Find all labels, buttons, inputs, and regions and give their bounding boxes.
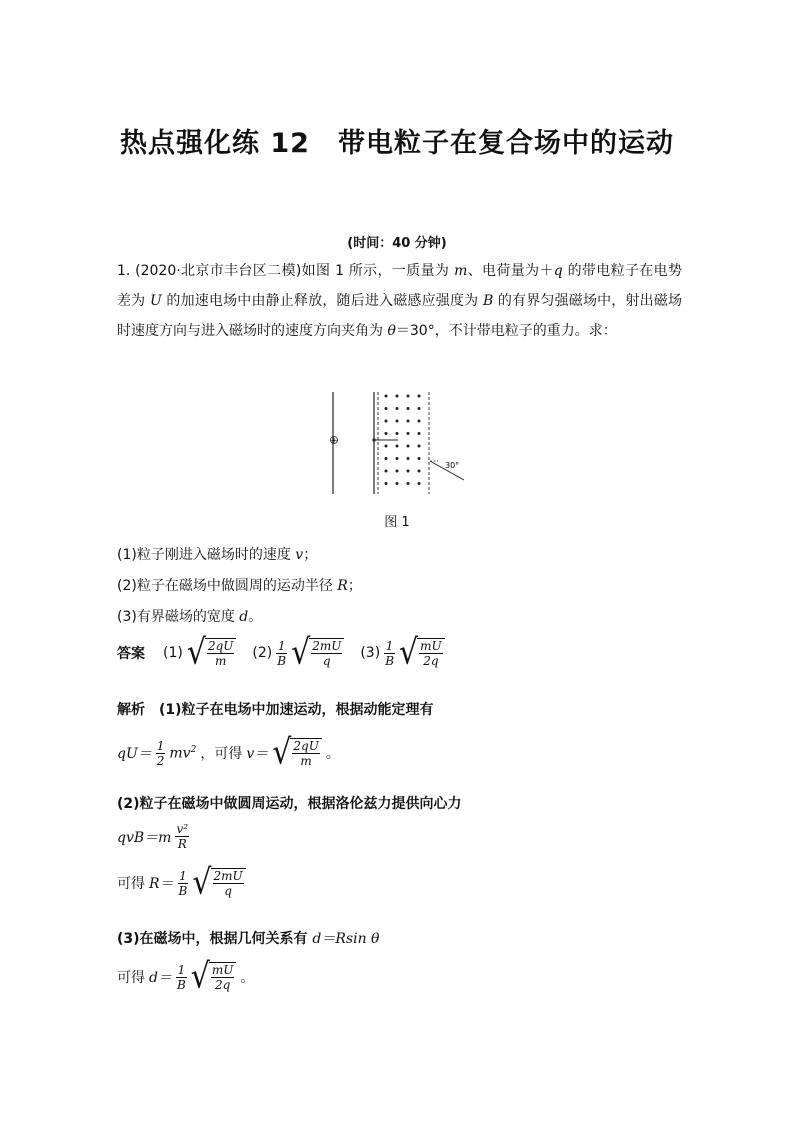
figure-caption: 图 1 bbox=[384, 515, 410, 530]
field-dot bbox=[385, 445, 388, 448]
question-3-suffix: 。 bbox=[248, 609, 263, 625]
analysis-eq-3 bbox=[117, 862, 246, 903]
answer-2-den: q bbox=[322, 654, 331, 668]
field-dot bbox=[418, 482, 421, 485]
question-2-text: (2)粒子在磁场中做圆周的运动半径 bbox=[117, 578, 338, 594]
eq4-coef-num: 1 bbox=[177, 962, 186, 977]
question-1-suffix: ； bbox=[303, 547, 318, 563]
particle-plus: + bbox=[330, 436, 338, 446]
eq3-coef-num: 1 bbox=[179, 868, 187, 883]
eq1-mv: mv bbox=[169, 745, 191, 762]
eq1-sup: 2 bbox=[190, 744, 197, 755]
field-dot bbox=[418, 407, 421, 410]
problem-text-1: 1. (2020·北京市丰台区二模)如图 1 所示，一质量为 bbox=[117, 263, 455, 279]
field-dot bbox=[418, 457, 421, 460]
answer-1-prefix: (1) bbox=[163, 645, 183, 661]
angle-label: 30° bbox=[445, 461, 460, 470]
eq1-half-den: 2 bbox=[156, 753, 165, 768]
answer-3-den: 2q bbox=[423, 654, 439, 668]
field-dot bbox=[385, 395, 388, 398]
eq1-sqrt bbox=[272, 732, 322, 773]
analysis-step-1-text: (1)粒子在电场中加速运动，根据动能定理有 bbox=[159, 702, 434, 718]
problem-text-2: 、电荷量为＋ bbox=[467, 263, 554, 279]
field-dot bbox=[407, 482, 410, 485]
field-dot bbox=[385, 420, 388, 423]
analysis-step-3-eq: d＝Rsin θ bbox=[312, 931, 380, 947]
eq1-end: 。 bbox=[325, 746, 340, 762]
answer-3-coef-den: B bbox=[385, 653, 395, 668]
field-dot bbox=[385, 432, 388, 435]
question-2-var: R bbox=[337, 578, 348, 594]
analysis-step-2-text: (2)粒子在磁场中做圆周运动，根据洛伦兹力提供向心力 bbox=[117, 796, 462, 812]
field-dot bbox=[407, 432, 410, 435]
answer-line bbox=[117, 632, 445, 673]
eq3-sqrt-den: q bbox=[224, 884, 232, 898]
sqrt-sign: √ bbox=[291, 632, 311, 673]
eq4-d: d＝ bbox=[149, 970, 172, 986]
analysis-step-2 bbox=[117, 793, 462, 813]
eq4-sqrt-den: 2q bbox=[215, 978, 231, 992]
sqrt-sign: √ bbox=[399, 632, 419, 673]
eq2-num: v² bbox=[176, 822, 189, 836]
eq4-coef bbox=[176, 963, 187, 992]
answer-1-sqrt bbox=[186, 632, 237, 673]
var-m: m bbox=[454, 263, 468, 279]
problem-text-6: ＝30°，不计带电粒子的重力。求： bbox=[395, 323, 617, 339]
field-dot bbox=[418, 432, 421, 435]
field-dot bbox=[407, 445, 410, 448]
question-1 bbox=[117, 544, 317, 564]
time-note: (时间：40 分钟) bbox=[347, 236, 447, 251]
eq1-half-num: 1 bbox=[156, 738, 165, 753]
field-dot bbox=[418, 470, 421, 473]
answer-3-num: mU bbox=[420, 639, 442, 653]
question-1-text: (1)粒子刚进入磁场时的速度 bbox=[117, 547, 296, 563]
field-dot bbox=[385, 482, 388, 485]
question-3-var: d bbox=[239, 609, 249, 625]
field-dot bbox=[407, 407, 410, 410]
eq4-sqrt bbox=[190, 956, 237, 997]
field-dot bbox=[385, 470, 388, 473]
question-3-text: (3)有界磁场的宽度 bbox=[117, 609, 240, 625]
answer-2-coef-num: 1 bbox=[277, 638, 286, 653]
analysis-step-3-text: (3)在磁场中，根据几何关系有 bbox=[117, 931, 313, 947]
field-dot bbox=[407, 395, 410, 398]
field-dot bbox=[418, 420, 421, 423]
field-dot bbox=[396, 457, 399, 460]
answer-3-coef-num: 1 bbox=[385, 638, 394, 653]
sqrt-sign: √ bbox=[186, 632, 206, 673]
answer-2-prefix: (2) bbox=[252, 645, 273, 661]
var-theta: θ bbox=[387, 323, 396, 339]
eq1-right bbox=[169, 745, 196, 762]
eq2-left: qvB＝m bbox=[117, 829, 172, 846]
sqrt-sign: √ bbox=[190, 956, 210, 997]
eq1-mid: ，可得 bbox=[200, 746, 243, 762]
eq4-coef-den: B bbox=[176, 977, 186, 992]
answer-label: 答案 bbox=[117, 646, 145, 662]
field-dot bbox=[407, 420, 410, 423]
question-2 bbox=[117, 575, 362, 595]
field-dot bbox=[396, 482, 399, 485]
field-dot bbox=[396, 470, 399, 473]
field-dot bbox=[385, 457, 388, 460]
answer-2-coef bbox=[276, 639, 287, 668]
eq4-end: 。 bbox=[240, 970, 255, 986]
eq1-sqrt-den: m bbox=[300, 754, 312, 768]
eq1-left: qU＝ bbox=[117, 746, 152, 762]
field-dot bbox=[396, 420, 399, 423]
var-U: U bbox=[149, 293, 162, 309]
figure-1 bbox=[320, 388, 480, 498]
field-dot bbox=[396, 432, 399, 435]
eq2-den: R bbox=[177, 837, 187, 851]
problem-text-3: 的带电粒子在电势差为 bbox=[117, 263, 682, 309]
eq3-sqrt-num: 2mU bbox=[213, 869, 243, 883]
eq4-prefix: 可得 bbox=[117, 970, 145, 986]
analysis-eq-2 bbox=[117, 822, 189, 851]
eq3-prefix: 可得 bbox=[117, 876, 145, 892]
problem-statement bbox=[117, 256, 682, 346]
eq3-coef bbox=[178, 869, 189, 898]
eq1-sqrt-num: 2qU bbox=[293, 739, 319, 753]
answer-1-den: m bbox=[214, 654, 227, 668]
page-title: 热点强化练 12 带电粒子在复合场中的运动 bbox=[120, 128, 674, 159]
analysis-step-3 bbox=[117, 928, 379, 948]
answer-3-coef bbox=[384, 639, 395, 668]
eq3-coef-den: B bbox=[178, 883, 188, 898]
field-dot bbox=[396, 445, 399, 448]
field-dot bbox=[385, 407, 388, 410]
eq3-sqrt bbox=[192, 862, 245, 903]
field-dot bbox=[396, 407, 399, 410]
analysis-eq-4 bbox=[117, 956, 255, 997]
analysis-label: 解析 bbox=[117, 702, 145, 718]
field-dot bbox=[418, 395, 421, 398]
question-1-var: v bbox=[295, 547, 304, 563]
field-dot bbox=[407, 457, 410, 460]
sqrt-sign: √ bbox=[192, 862, 212, 903]
answer-3-sqrt bbox=[399, 632, 445, 673]
var-B: B bbox=[482, 293, 494, 309]
entry-point bbox=[372, 438, 375, 441]
answer-2-coef-den: B bbox=[277, 653, 287, 668]
problem-text-5: 的有界匀强磁场中，射出磁场时速度方向与进入磁场时的速度方向夹角为 bbox=[117, 293, 683, 339]
question-2-suffix: ； bbox=[347, 578, 362, 594]
field-dot bbox=[396, 395, 399, 398]
answer-1-num: 2qU bbox=[207, 639, 234, 653]
answer-2-sqrt bbox=[291, 632, 344, 673]
field-dot bbox=[407, 470, 410, 473]
analysis-eq-1 bbox=[117, 732, 340, 773]
answer-2-num: 2mU bbox=[312, 639, 342, 653]
eq1-v: v＝ bbox=[246, 746, 269, 762]
problem-text-4: 的加速电场中由静止释放，随后进入磁感应强度为 bbox=[161, 293, 483, 309]
answer-3-prefix: (3) bbox=[360, 645, 381, 661]
question-3 bbox=[117, 606, 262, 626]
analysis-step-1 bbox=[117, 699, 434, 719]
sqrt-sign: √ bbox=[272, 732, 292, 773]
var-q: q bbox=[553, 263, 563, 279]
eq3-R: R＝ bbox=[149, 876, 174, 892]
eq4-sqrt-num: mU bbox=[211, 963, 234, 977]
eq2-frac bbox=[175, 822, 189, 851]
field-dot bbox=[418, 445, 421, 448]
eq1-half bbox=[156, 739, 166, 768]
